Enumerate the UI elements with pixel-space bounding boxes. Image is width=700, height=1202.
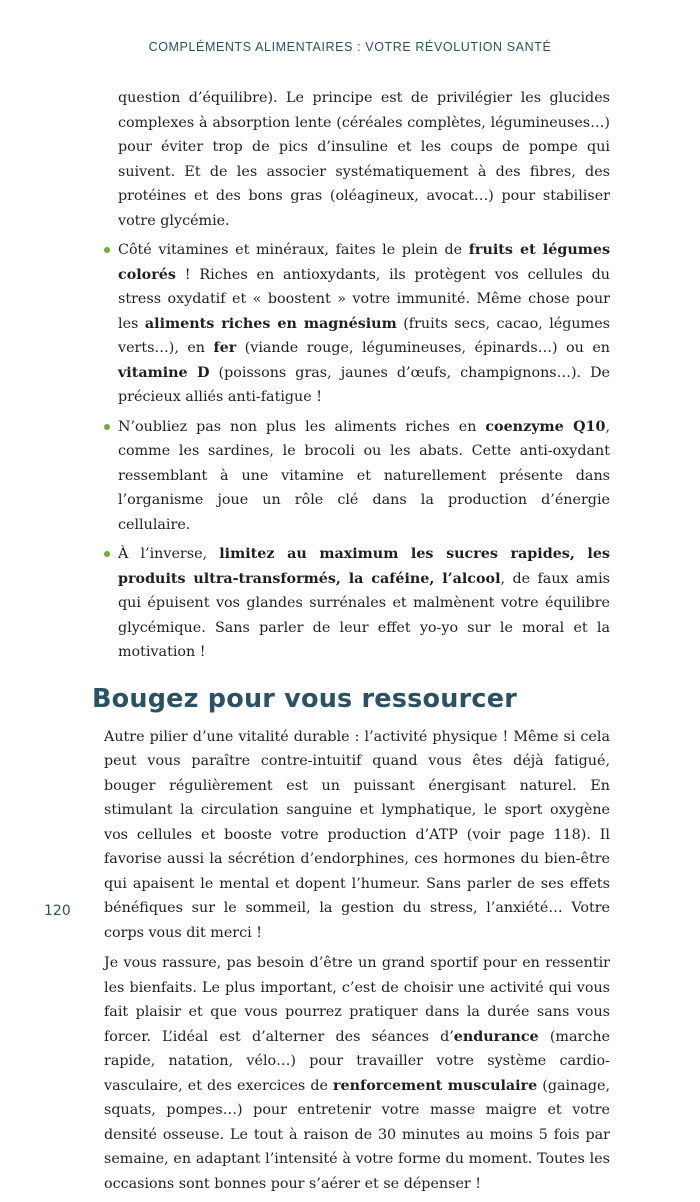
list-item: À l’inverse, limitez au maximum les sucres rapides, les produits ultra-transformés, la caféine, l’alcool, de faux amis qui épuisent vos glandes surrénales et malmènent votre équilibre glycémique. Sans parler de leur effet yo-yo sur le moral et la motivation ! — [104, 542, 610, 665]
emphasis: endurance — [453, 1028, 539, 1045]
body-paragraph: Autre pilier d’une vitalité durable : l’activité physique ! Même si cela peut vous paraître contre-intuitif quand vous êtes déjà fatigué, bouger régulièrement est un puissant énergisant naturel. En stimulant la circulation sanguine et lymphatique, le sport oxygène vos cellules et booste votre production d’ATP (voir page 118). Il favorise aussi la sécrétion d’endorphines, ces hormones du bien-être qui apaisent le mental et dopent l’humeur. Sans parler de ses effets bénéfiques sur le sommeil, la gestion du stress, l’anxiété… Votre corps vous dit merci ! — [104, 728, 610, 941]
emphasis: fruits et légumes colorés — [118, 242, 610, 283]
bullet-dot-icon — [104, 247, 110, 253]
emphasis: vitamine D — [118, 364, 210, 381]
emphasis: limitez au maximum les sucres rapides, les produits ultra-transformés, la caféine, l’alcool — [118, 546, 610, 587]
bullet-dot-icon — [104, 551, 110, 557]
list-item: Côté vitamines et minéraux, faites le plein de fruits et légumes colorés ! Riches en antioxydants, ils protègent vos cellules du stress oxydatif et « boostent » votre immunité. Même chose pour les aliments riches en magnésium (fruits secs, cacao, légumes verts…), en fer (viande rouge, légumineuses, épinards…) ou en vitamine D (poissons gras, jaunes d’œufs, champignons…). De précieux alliés anti-fatigue ! — [104, 238, 610, 410]
page-number: 120 — [44, 903, 71, 919]
bullet-dot-icon — [104, 424, 110, 430]
page-body — [92, 86, 611, 1202]
list-item: N’oubliez pas non plus les aliments riches en coenzyme Q10, comme les sardines, le brocoli ou les abats. Cette anti-oxydant ressemblant à une vitamine et naturellement présente dans l’organisme joue un rôle clé dans la production d’énergie cellulaire. — [104, 415, 610, 538]
emphasis: coenzyme Q10 — [485, 418, 606, 435]
emphasis: aliments riches en magnésium — [144, 315, 397, 332]
intro-paragraph: question d’équilibre). Le principe est de privilégier les glucides complexes à absorption lente (céréales complètes, légumineuses…) pour éviter trop de pics d’insuline et les coups de pompe qui suivent. Et de les associer systématiquement à des fibres, des protéines et des bons gras (oléagineux, avocat…) pour stabiliser votre glycémie. — [118, 90, 610, 229]
section-heading: Bougez pour vous ressourcer — [92, 683, 517, 714]
body-paragraph: Je vous rassure, pas besoin d’être un grand sportif pour en ressentir les bienfaits. Le plus important, c’est de choisir une activité qui vous fait plaisir et que vous pourrez pratiquer dans la durée sans vous forcer. L’idéal est d’alterner des séances d’endurance (marche rapide, natation, vélo…) pour travailler votre système cardio-vasculaire, et des exercices de renforcement musculaire (gainage, squats, pompes…) pour entretenir votre masse maigre et votre densité osseuse. Le tout à raison de 30 minutes au moins 5 fois par semaine, en adaptant l’intensité à votre forme du moment. Toutes les occasions sont bonnes pour s’aérer et se dépenser ! — [104, 955, 611, 1192]
emphasis: renforcement musculaire — [333, 1077, 538, 1094]
nutrition-list — [104, 238, 610, 665]
running-head: COMPLÉMENTS ALIMENTAIRES : VOTRE RÉVOLUTION SANTÉ — [148, 40, 552, 54]
emphasis: fer — [213, 340, 237, 356]
